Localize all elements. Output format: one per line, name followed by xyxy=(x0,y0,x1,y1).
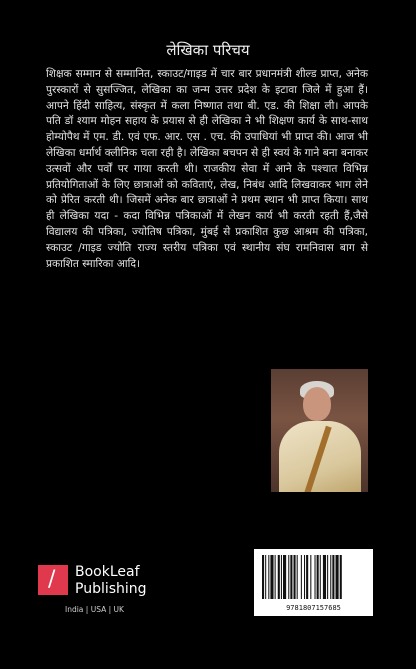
barcode-bar xyxy=(262,555,264,599)
back-cover-title: लेखिका परिचय xyxy=(166,41,250,59)
publisher-logo-mark xyxy=(38,565,68,595)
barcode-bar xyxy=(306,555,308,599)
barcode-bar xyxy=(283,555,286,599)
barcode-bar xyxy=(297,555,298,599)
publisher-name-line1: BookLeaf xyxy=(75,564,140,580)
barcode-bar xyxy=(265,555,266,599)
barcode-bar xyxy=(315,555,316,599)
barcode-bar xyxy=(268,555,269,599)
barcode-bar xyxy=(317,555,319,599)
barcode-bar xyxy=(281,555,282,599)
barcode-bar xyxy=(301,555,302,599)
barcode-bar xyxy=(330,555,331,599)
photo-face xyxy=(303,387,331,421)
barcode-bar xyxy=(290,555,292,599)
barcode-bar xyxy=(320,555,321,599)
barcode-bar xyxy=(340,555,342,599)
isbn-number: 9781807157685 xyxy=(286,604,341,612)
isbn-barcode xyxy=(254,549,373,616)
barcode-bar xyxy=(327,555,328,599)
barcode-bar xyxy=(270,555,273,599)
publisher-logo-slash: / xyxy=(48,567,56,592)
publisher-regions: India | USA | UK xyxy=(65,605,124,614)
barcode-bar xyxy=(304,555,305,599)
barcode-bar xyxy=(310,555,311,599)
author-bio-text: शिक्षक सम्मान से सम्मानित, स्काउट/गाइड में चार बार प्रधानमंत्री शील्ड प्राप्त, अनेक पुरस्कारों से सुसज्जित, लेखिका का जन्म उत्तर प्रदेश के इटावा जिले में हुआ हैं। आपने हिंदी साहित्य, संस्कृत में कला निष्णात तथा बी. एड. की शिक्षा ली। आपके पति डॉ श्याम मोहन सहाय के प्रयास से ही लेखिका ने भी शिक्षण कार्य के साथ-साथ होम्योपैथ में एम. डी. एवं एफ. आर. एस . एच. की उपाधियां भी प्राप्त की। आज भी लेखिका धर्मार्थ क्लीनिक चला रही है। लेखिका बचपन से ही स्वयं के गाने बना बनाकर उत्सवों और पर्वों पर गाया करती थी। राजकीय सेवा में आने के पश्चात विभिन्न प्रतियोगिताओं के लिए छात्राओं को कविताएं, लेख, निबंध आदि लिखवाकर भाग लेने को प्रेरित करती थी। जिसमें अनेक बार छात्राओं ने प्रथम स्थान भी प्राप्त किया। साथ ही लेखिका यदा - कदा विभिन्न पत्रिकाओं में लेखन कार्य भी करती रहती हैं,जैसे विद्यालय की पत्रिका, ज्योतिष पत्रिका, मुंबई से प्रकाशित कुछ आश्रम की पत्रिका, स्काउट /गाइड ज्योति राज्य स्तरीय पत्रिका एवं स्थानीय संघ रामनिवास बाग से प्रकाशित स्मारिका आदि। xyxy=(46,68,368,270)
barcode-bar xyxy=(332,555,334,599)
publisher-name-line2: Publishing xyxy=(75,581,147,597)
barcode-bar xyxy=(275,555,276,599)
barcode-bars xyxy=(262,555,365,599)
barcode-bar xyxy=(288,555,289,599)
barcode-bar xyxy=(278,555,280,599)
barcode-bar xyxy=(336,555,339,599)
barcode-bar xyxy=(294,555,296,599)
barcode-bar xyxy=(323,555,326,599)
author-photo xyxy=(271,369,368,492)
